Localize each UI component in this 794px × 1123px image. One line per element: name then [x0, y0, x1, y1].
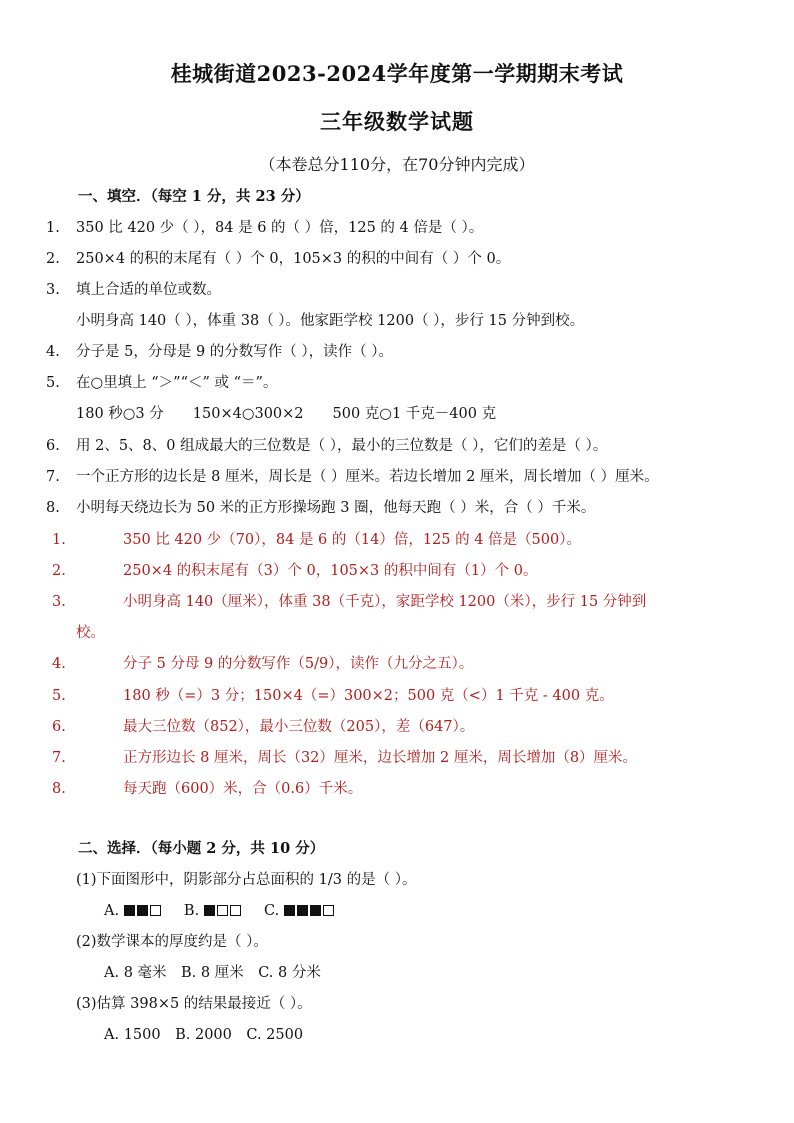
answer-number: 8.	[52, 781, 66, 797]
answer-number: 7.	[52, 750, 66, 766]
empty-square-icon	[217, 905, 228, 916]
empty-square-icon	[150, 905, 161, 916]
answer-text: 350 比 420 少（70），84 是 6 的（14）倍，125 的 4 倍是（500）。	[123, 532, 581, 548]
question-text: 350 比 420 少（ ），84 是 6 的（ ）倍，125 的 4 倍是（ ）。	[76, 220, 484, 236]
choice-question-2: (2)数学课本的厚度约是（ ）。	[76, 934, 268, 950]
empty-square-icon	[323, 905, 334, 916]
answer-number: 2.	[52, 563, 66, 579]
question-text: 小明每天绕边长为 50 米的正方形操场跑 3 圈，他每天跑（ ）米，合（ ）千米。	[76, 500, 596, 516]
choice-options-2: A. 8 毫米 B. 8 厘米 C. 8 分米	[104, 965, 321, 981]
question-number: 6.	[46, 438, 60, 454]
shaded-square-icon	[124, 905, 135, 916]
answer-text: 小明身高 140（厘米），体重 38（千克），家距学校 1200（米），步行 15 分钟到	[123, 594, 647, 610]
answer-text: 分子 5 分母 9 的分数写作（5/9），读作（九分之五）。	[123, 656, 474, 672]
question-number: 5.	[46, 375, 60, 391]
answer-number: 3.	[52, 594, 66, 610]
option-b-label: B.	[183, 903, 200, 919]
choice-options-1	[104, 901, 336, 921]
question-text: 250×4 的积的末尾有（ ）个 0，105×3 的积的中间有（ ）个 0。	[76, 251, 511, 267]
question-text: 一个正方形的边长是 8 厘米，周长是（ ）厘米。若边长增加 2 厘米，周长增加（ ）厘米。	[76, 469, 659, 485]
exam-title: 桂城街道2023-2024学年度第一学期期末考试	[170, 61, 624, 86]
choice-question-1: (1)下面图形中，阴影部分占总面积的 1/3 的是（ ）。	[76, 872, 417, 888]
question-number: 2.	[46, 251, 60, 267]
answer-text: 每天跑（600）米，合（0.6）千米。	[123, 781, 363, 797]
question-number: 4.	[46, 344, 60, 360]
answer-text: 180 秒（=）3 分；150×4（=）300×2；500 克（<）1 千克 - 400 克。	[123, 688, 614, 704]
answer-number: 6.	[52, 719, 66, 735]
question-3-detail: 小明身高 140（ ），体重 38（ ）。他家距学校 1200（ ），步行 15 分钟到校。	[76, 313, 585, 329]
exam-subtitle: 三年级数学试题	[320, 109, 474, 134]
question-5-detail: 180 秒○3 分 150×4○300×2 500 克○1 千克－400 克	[76, 406, 497, 422]
question-number: 1.	[46, 220, 60, 236]
option-a-label: A.	[104, 903, 120, 919]
question-number: 8.	[46, 500, 60, 516]
option-c-label: C.	[264, 903, 280, 919]
answer-number: 1.	[52, 532, 66, 548]
question-number: 7.	[46, 469, 60, 485]
shaded-square-icon	[310, 905, 321, 916]
question-text: 填上合适的单位或数。	[76, 282, 221, 298]
section1-header: 一、填空．（每空 1 分，共 23 分）	[78, 188, 310, 205]
question-number: 3.	[46, 282, 60, 298]
answer-text: 正方形边长 8 厘米，周长（32）厘米，边长增加 2 厘米，周长增加（8）厘米。	[123, 750, 638, 766]
choice-options-3: A. 1500 B. 2000 C. 2500	[104, 1027, 304, 1043]
answer-text: 最大三位数（852），最小三位数（205），差（647）。	[123, 719, 475, 735]
empty-square-icon	[230, 905, 241, 916]
question-text: 用 2、5、8、0 组成最大的三位数是（ ），最小的三位数是（ ），它们的差是（ ）。	[76, 438, 608, 454]
shaded-square-icon	[204, 905, 215, 916]
answer-number: 4.	[52, 656, 66, 672]
answer-number: 5.	[52, 688, 66, 704]
shaded-square-icon	[137, 905, 148, 916]
shaded-square-icon	[284, 905, 295, 916]
shaded-square-icon	[297, 905, 308, 916]
section2-header: 二、选择．（每小题 2 分，共 10 分）	[78, 840, 325, 857]
answer-3-continuation: 校。	[76, 625, 105, 641]
choice-question-3: (3)估算 398×5 的结果最接近（ ）。	[76, 996, 312, 1012]
question-text: 在○里填上 “＞”“＜” 或 “＝”。	[76, 375, 278, 391]
answer-text: 250×4 的积末尾有（3）个 0，105×3 的积中间有（1）个 0。	[123, 563, 538, 579]
question-text: 分子是 5，分母是 9 的分数写作（ ），读作（ ）。	[76, 344, 393, 360]
exam-note: （本卷总分110分，在70分钟内完成）	[259, 155, 535, 174]
